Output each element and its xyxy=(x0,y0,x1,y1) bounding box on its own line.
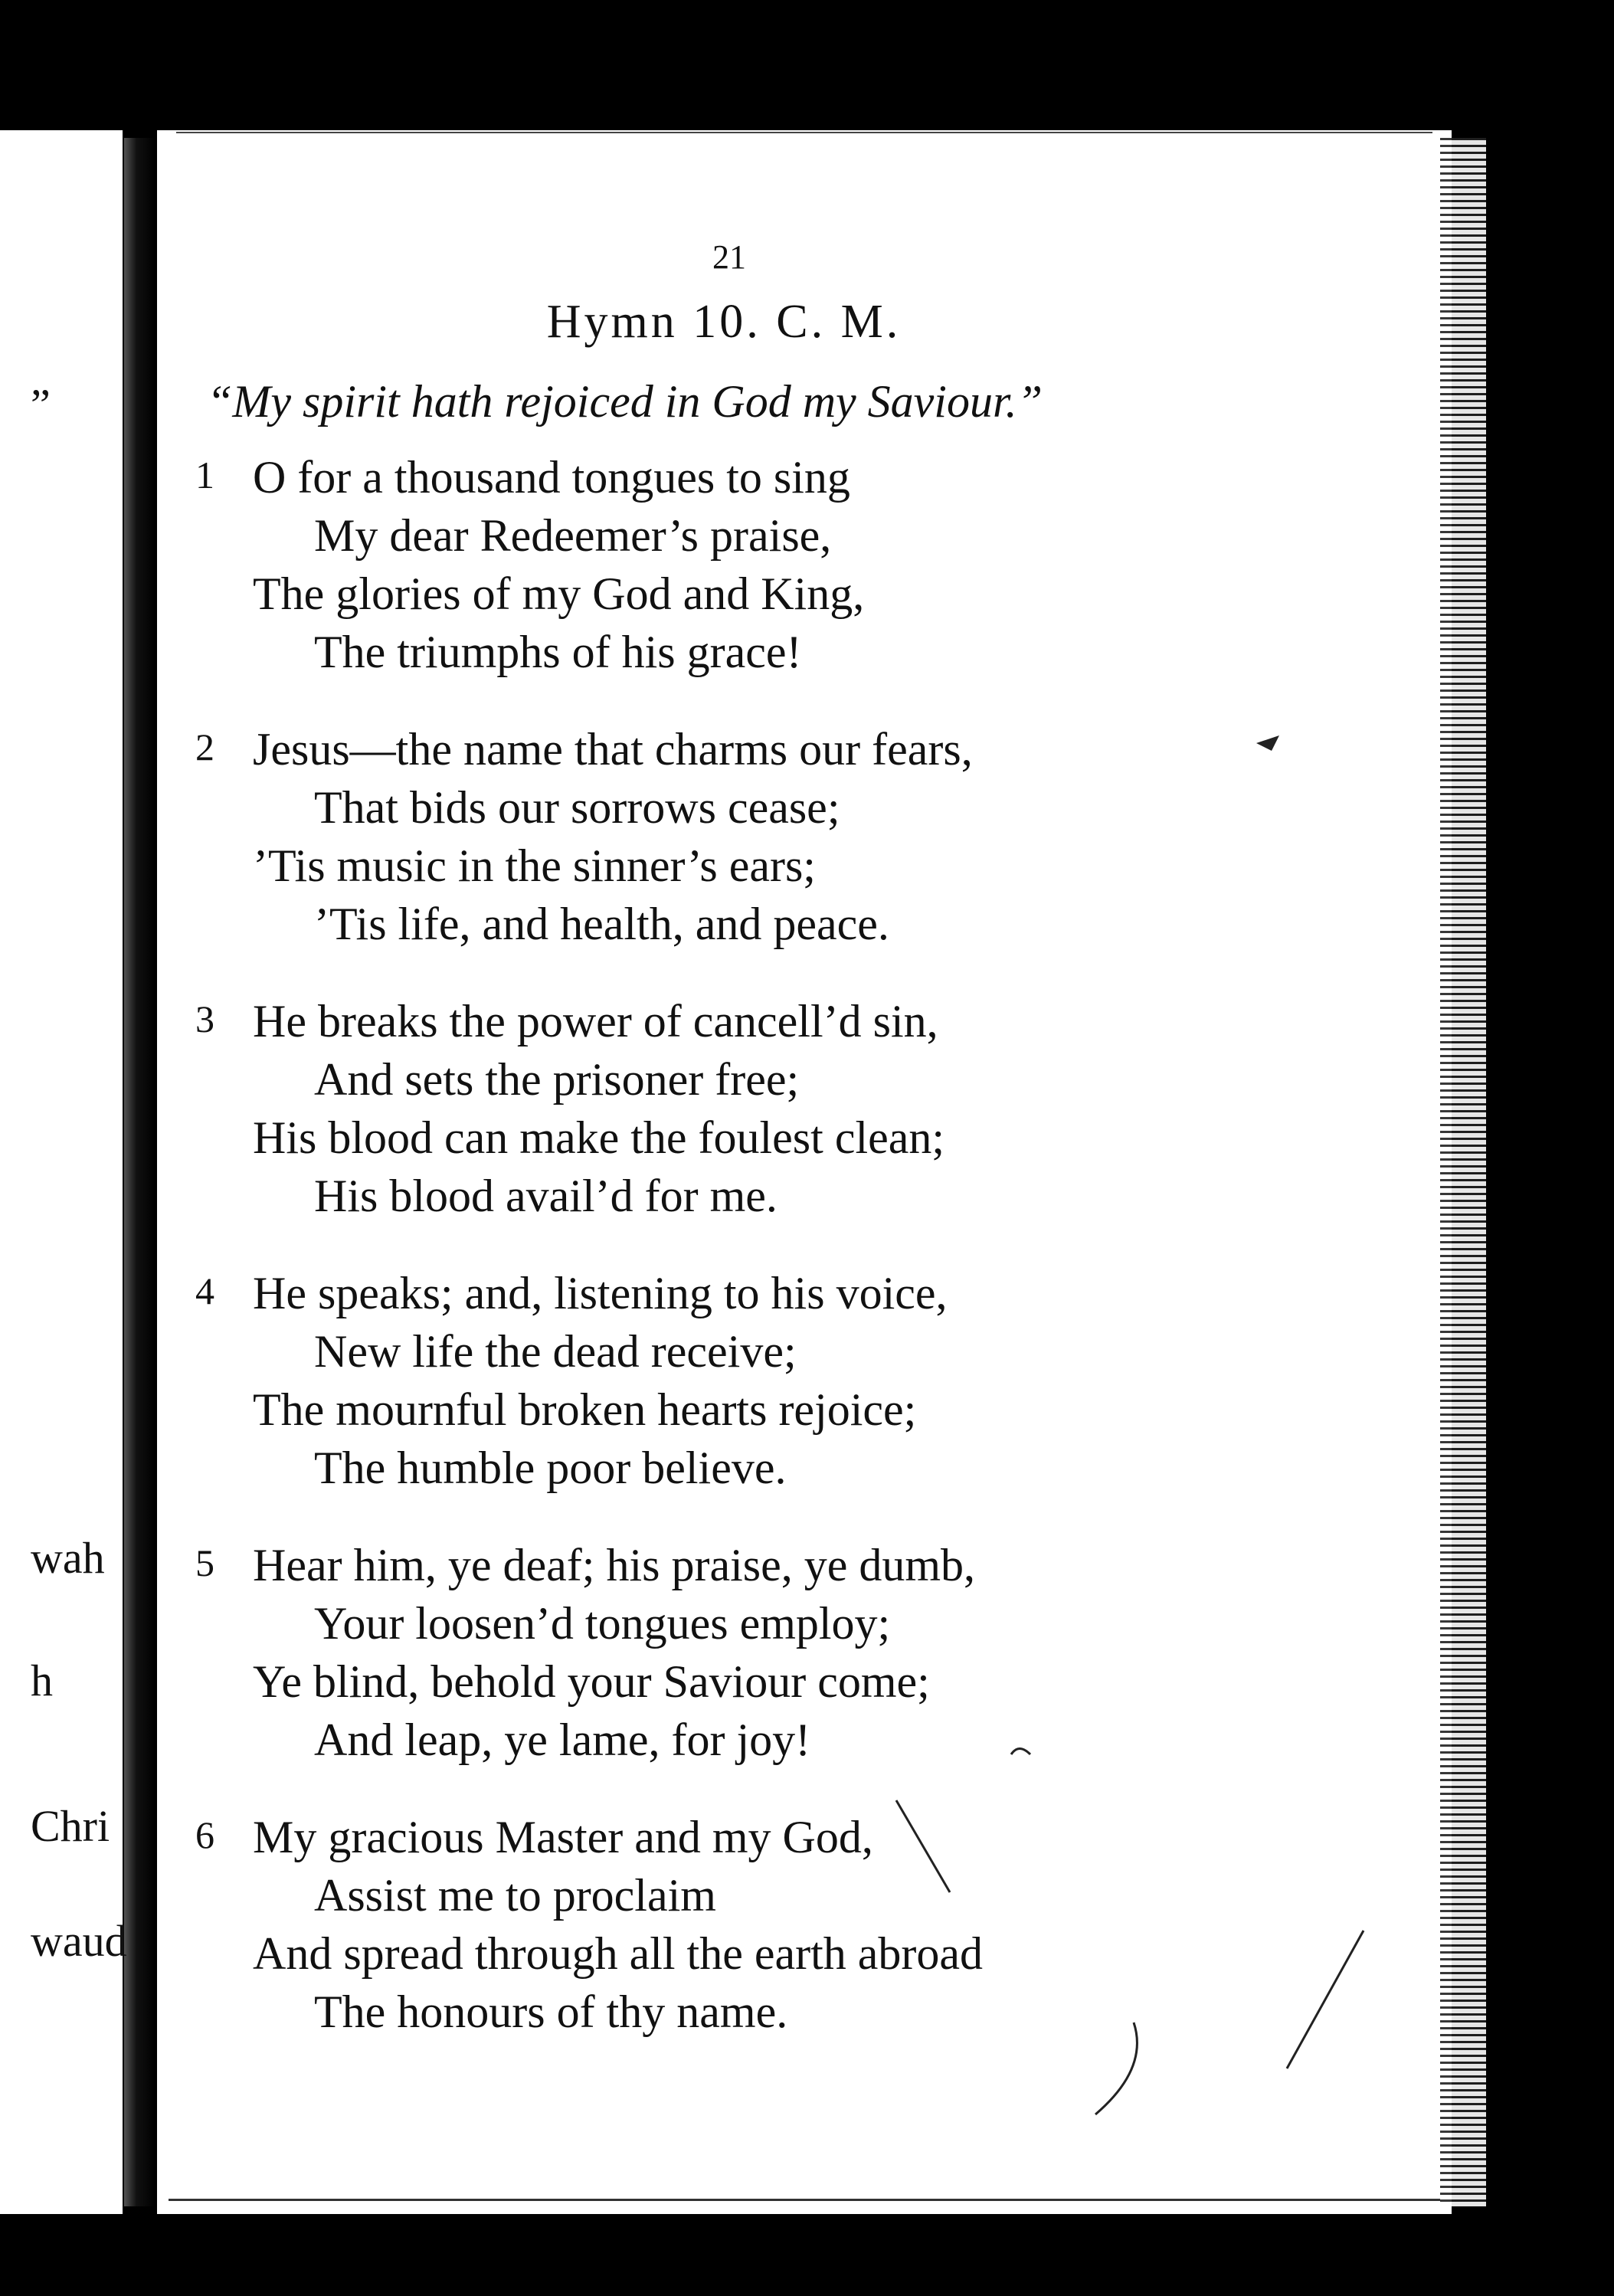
verse-line: He breaks the power of cancell’d sin, xyxy=(253,996,938,1046)
stanza-number: 1 xyxy=(195,454,214,496)
verse-line: And leap, ye lame, for joy! xyxy=(314,1715,811,1765)
verse-line: ’Tis life, and health, and peace. xyxy=(314,899,889,949)
hymn-title: Hymn 10. C. M. xyxy=(546,296,902,348)
verse-line: His blood can make the foulest clean; xyxy=(253,1112,945,1163)
verse-line: That bids our sorrows cease; xyxy=(314,782,840,833)
verse-line: The mournful broken hearts rejoice; xyxy=(253,1384,917,1435)
margin-fragment-h: h xyxy=(31,1656,53,1705)
verse-line: And spread through all the earth abroad xyxy=(253,1928,983,1979)
stanza-number: 2 xyxy=(195,725,214,768)
verse-line: The glories of my God and King, xyxy=(253,568,865,619)
verse-line: The honours of thy name. xyxy=(314,1986,788,2037)
verse-line: Ye blind, behold your Saviour come; xyxy=(253,1656,930,1707)
verse-line: My dear Redeemer’s praise, xyxy=(314,510,832,561)
stanza-number: 3 xyxy=(195,997,214,1040)
verse-line: ’Tis music in the sinner’s ears; xyxy=(253,840,816,891)
verse-line: New life the dead receive; xyxy=(314,1326,797,1377)
stanza-number: 5 xyxy=(195,1541,214,1584)
verse-line: The humble poor believe. xyxy=(314,1443,787,1493)
verse-line: Assist me to proclaim xyxy=(314,1870,716,1921)
verse-line: O for a thousand tongues to sing xyxy=(253,452,850,503)
verse-line: And sets the prisoner free; xyxy=(314,1054,800,1105)
verse-line: Jesus—the name that charms our fears, xyxy=(253,724,973,775)
stanza-number: 4 xyxy=(195,1269,214,1312)
verse-line: His blood avail’d for me. xyxy=(314,1171,778,1221)
margin-fragment-chri: Chri xyxy=(31,1801,110,1851)
verse-line: Your loosen’d tongues employ; xyxy=(314,1598,891,1649)
verse-line: Hear him, ye deaf; his praise, ye dumb, xyxy=(253,1540,976,1590)
epigraph: “My spirit hath rejoiced in God my Saviour.” xyxy=(207,376,1043,427)
stanza-number: 6 xyxy=(195,1813,214,1856)
verse-line: He speaks; and, listening to his voice, xyxy=(253,1268,948,1318)
margin-fragment-quote: ” xyxy=(31,380,51,430)
verse-line: The triumphs of his grace! xyxy=(314,627,802,677)
page-number: 21 xyxy=(712,238,746,276)
margin-fragment-wah: wah xyxy=(31,1533,105,1583)
verse-line: My gracious Master and my God, xyxy=(253,1812,873,1862)
margin-fragment-waud: waud xyxy=(31,1916,127,1966)
